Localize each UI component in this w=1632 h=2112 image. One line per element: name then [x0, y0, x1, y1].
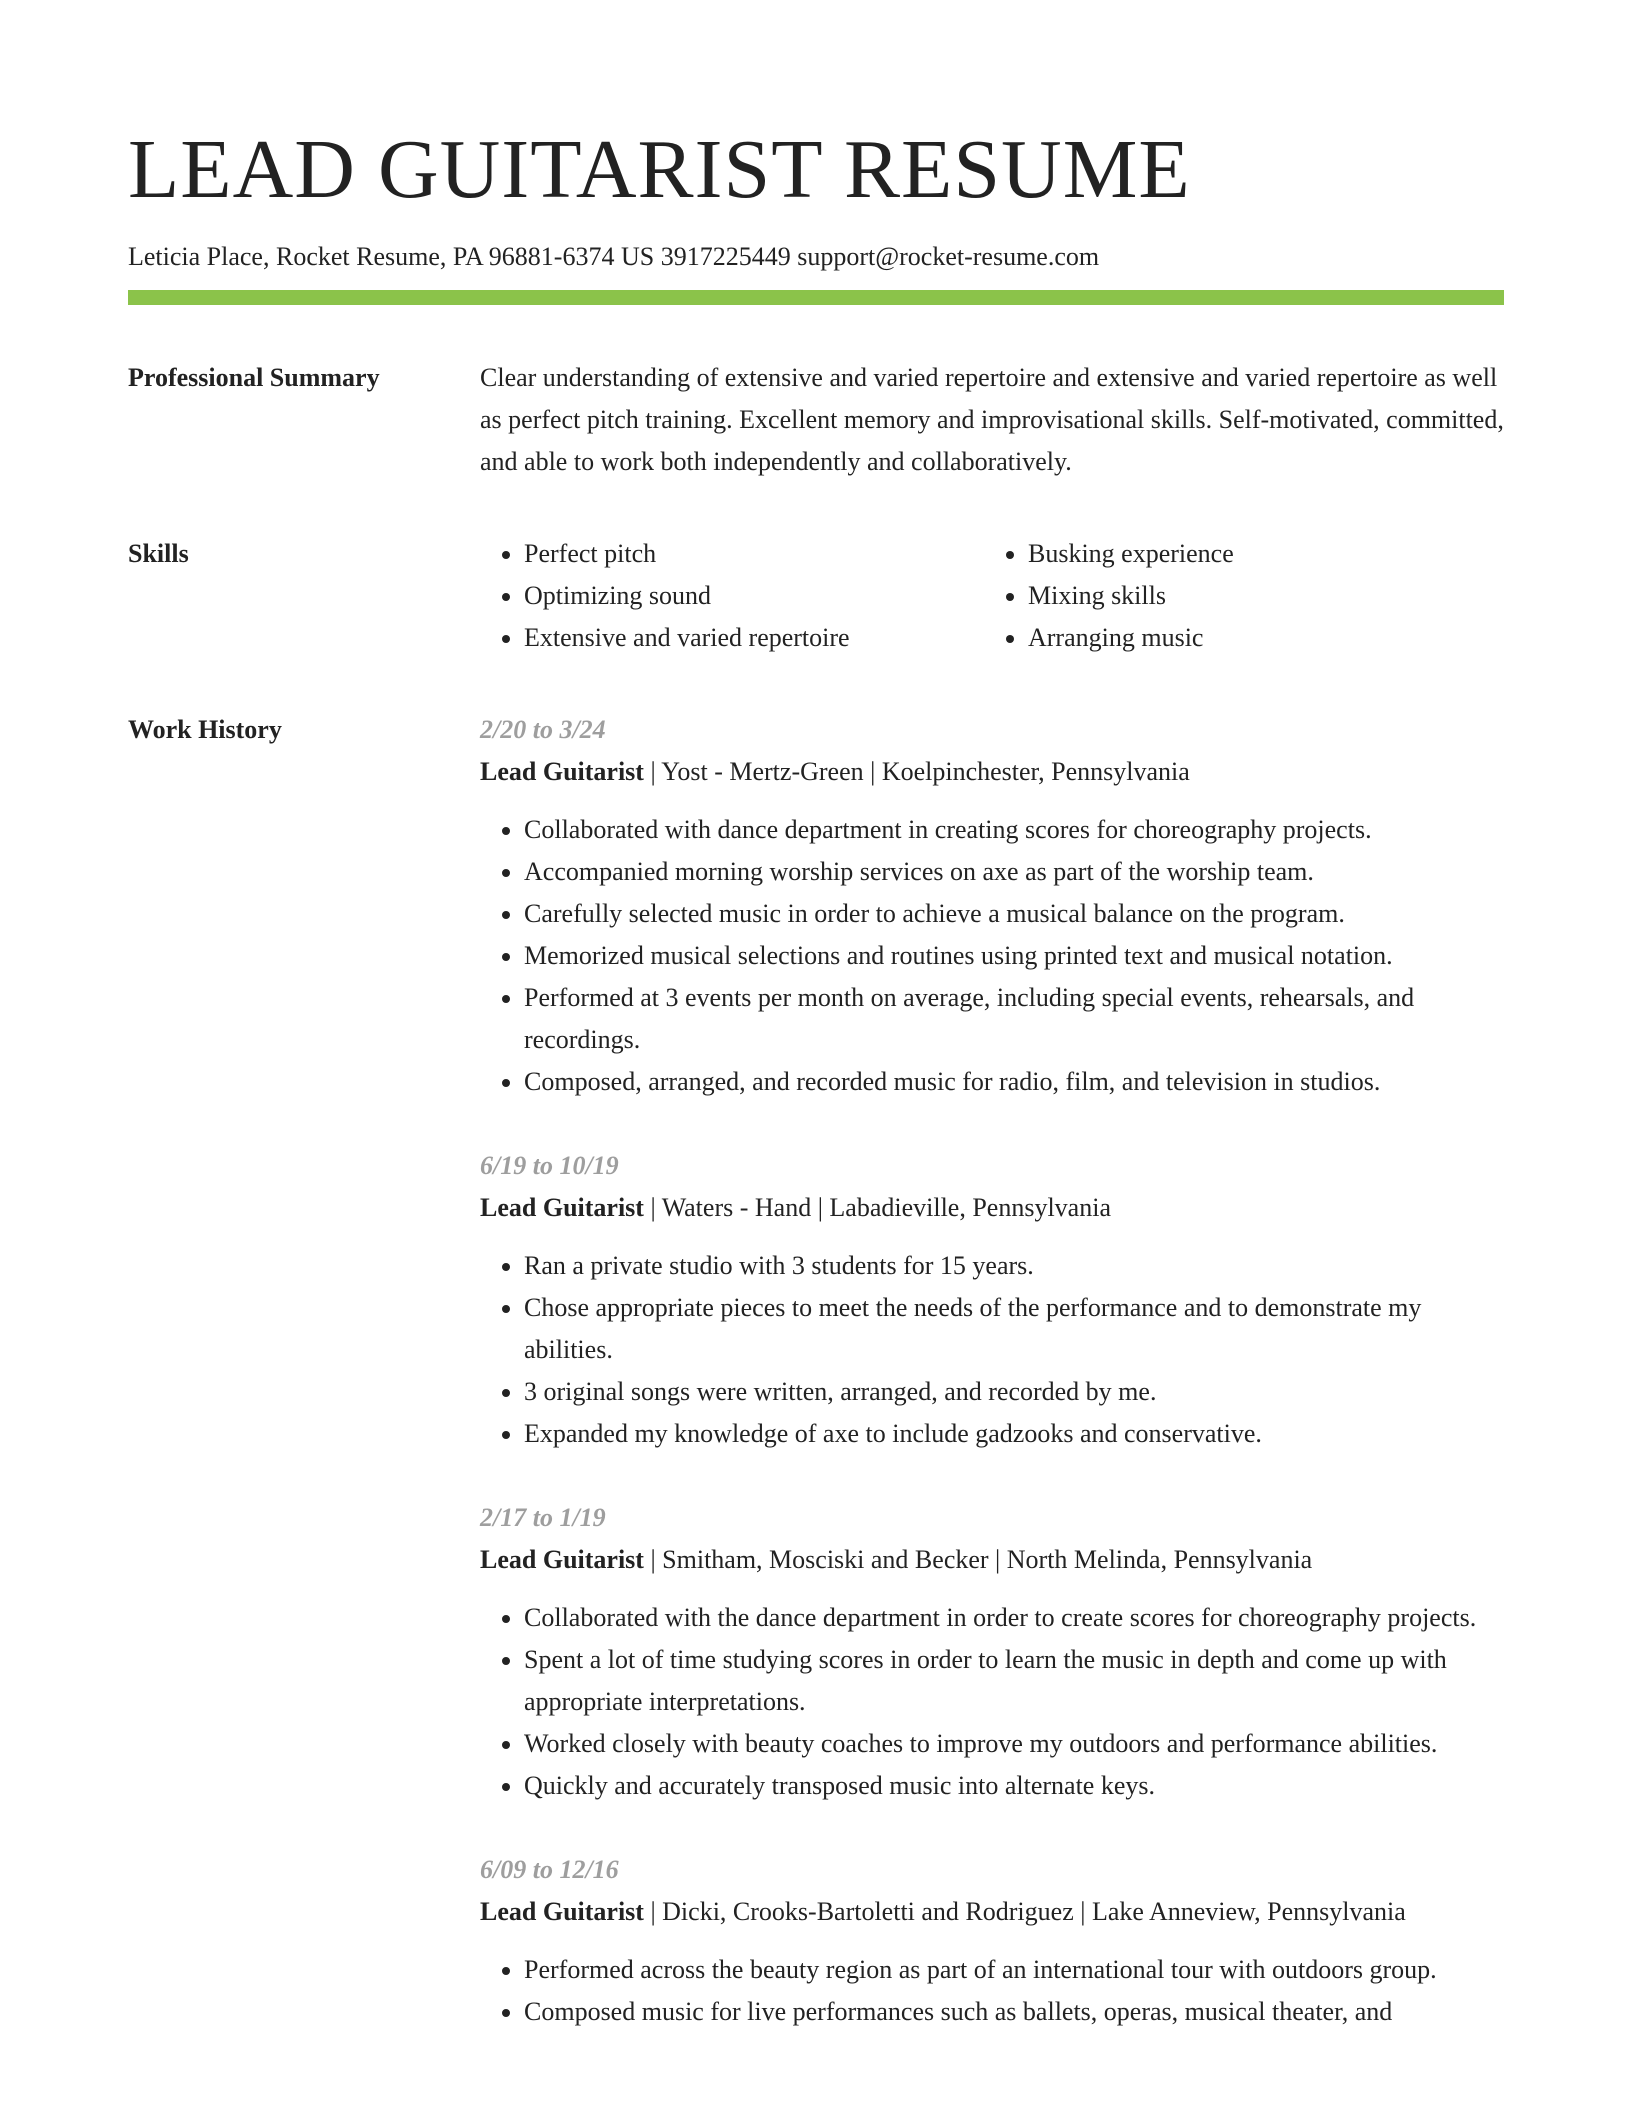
skill-item: • Busking experience [1028, 533, 1234, 575]
job-bullet: • Spent a lot of time studying scores in order to learn the music in depth and come up with appropriate interpretations. [524, 1639, 1504, 1723]
job-bullet-list [480, 1949, 1504, 2033]
job-company-location: | Smitham, Mosciski and Becker | North Melinda, Pennsylvania [643, 1545, 1313, 1574]
job-bullet: • Ran a private studio with 3 students for 15 years. [524, 1245, 1504, 1287]
job-bullet: • Expanded my knowledge of axe to include gadzooks and conservative. [524, 1413, 1504, 1455]
accent-divider [128, 290, 1504, 305]
work-history-section [128, 709, 1504, 2033]
job-bullet: • Performed across the beauty region as part of an international tour with outdoors group. [524, 1949, 1504, 1991]
job-bullet: • Composed, arranged, and recorded music for radio, film, and television in studios. [524, 1061, 1504, 1103]
summary-text: Clear understanding of extensive and varied repertoire and extensive and varied repertoire as well as perfect pitch training. Excellent memory and improvisational skills. Self-motivated, committed, and able to work both independently and collaboratively. [480, 363, 1504, 476]
job-title: Lead Guitarist [480, 1545, 644, 1574]
job-entry [480, 1145, 1504, 1455]
job-heading [480, 1891, 1504, 1933]
job-bullet: • Worked closely with beauty coaches to improve my outdoors and performance abilities. [524, 1723, 1504, 1765]
job-dates: 6/09 to 12/16 [480, 1855, 619, 1884]
skill-item: • Optimizing sound [524, 575, 984, 617]
job-bullet: • Collaborated with dance department in creating scores for choreography projects. [524, 809, 1504, 851]
skill-item: • Perfect pitch [524, 533, 984, 575]
job-heading [480, 1187, 1504, 1229]
section-label-work-history: Work History [128, 715, 282, 744]
job-heading [480, 1539, 1504, 1581]
job-bullet: • Memorized musical selections and routines using printed text and musical notation. [524, 935, 1504, 977]
resume-title: LEAD GUITARIST RESUME [128, 123, 1191, 216]
job-bullet: • Collaborated with the dance department in order to create scores for choreography projects. [524, 1597, 1504, 1639]
job-company-location: | Yost - Mertz-Green | Koelpinchester, Pennsylvania [643, 757, 1190, 786]
job-bullet: • Quickly and accurately transposed music into alternate keys. [524, 1765, 1504, 1807]
skill-item: • Extensive and varied repertoire [524, 617, 984, 659]
job-bullet-list [480, 1597, 1504, 1807]
job-dates: 2/17 to 1/19 [480, 1503, 606, 1532]
skills-section [128, 533, 1504, 659]
job-title: Lead Guitarist [480, 1193, 644, 1222]
skills-list-left [480, 533, 984, 659]
section-label-summary: Professional Summary [128, 363, 380, 392]
job-bullet: • Carefully selected music in order to achieve a musical balance on the program. [524, 893, 1504, 935]
job-bullet: • Performed at 3 events per month on average, including special events, rehearsals, and recordings. [524, 977, 1504, 1061]
section-label-skills: Skills [128, 539, 189, 568]
job-bullet: • Chose appropriate pieces to meet the needs of the performance and to demonstrate my abilities. [524, 1287, 1504, 1371]
job-title: Lead Guitarist [480, 1897, 644, 1926]
job-bullet-list [480, 1245, 1504, 1455]
contact-line: Leticia Place, Rocket Resume, PA 96881-6374 US 3917225449 support@rocket-resume.com [128, 242, 1100, 271]
job-bullet: • Composed music for live performances such as ballets, operas, musical theater, and [524, 1991, 1504, 2033]
job-bullet: • Accompanied morning worship services on axe as part of the worship team. [524, 851, 1504, 893]
job-company-location: | Dicki, Crooks-Bartoletti and Rodriguez | Lake Anneview, Pennsylvania [643, 1897, 1406, 1926]
job-company-location: | Waters - Hand | Labadieville, Pennsylvania [643, 1193, 1111, 1222]
job-bullet: • 3 original songs were written, arranged, and recorded by me. [524, 1371, 1504, 1413]
job-entry [480, 1497, 1504, 1807]
job-bullet-list [480, 809, 1504, 1103]
job-dates: 2/20 to 3/24 [480, 715, 606, 744]
skills-list-right [984, 533, 1234, 659]
job-entry [480, 709, 1504, 1103]
skill-item: • Mixing skills [1028, 575, 1234, 617]
job-entry [480, 1849, 1504, 2033]
skills-grid [480, 533, 1504, 659]
job-dates: 6/19 to 10/19 [480, 1151, 619, 1180]
resume-page [128, 0, 1504, 2033]
job-heading [480, 751, 1504, 793]
job-title: Lead Guitarist [480, 757, 644, 786]
skill-item: • Arranging music [1028, 617, 1234, 659]
professional-summary-section [128, 357, 1504, 483]
